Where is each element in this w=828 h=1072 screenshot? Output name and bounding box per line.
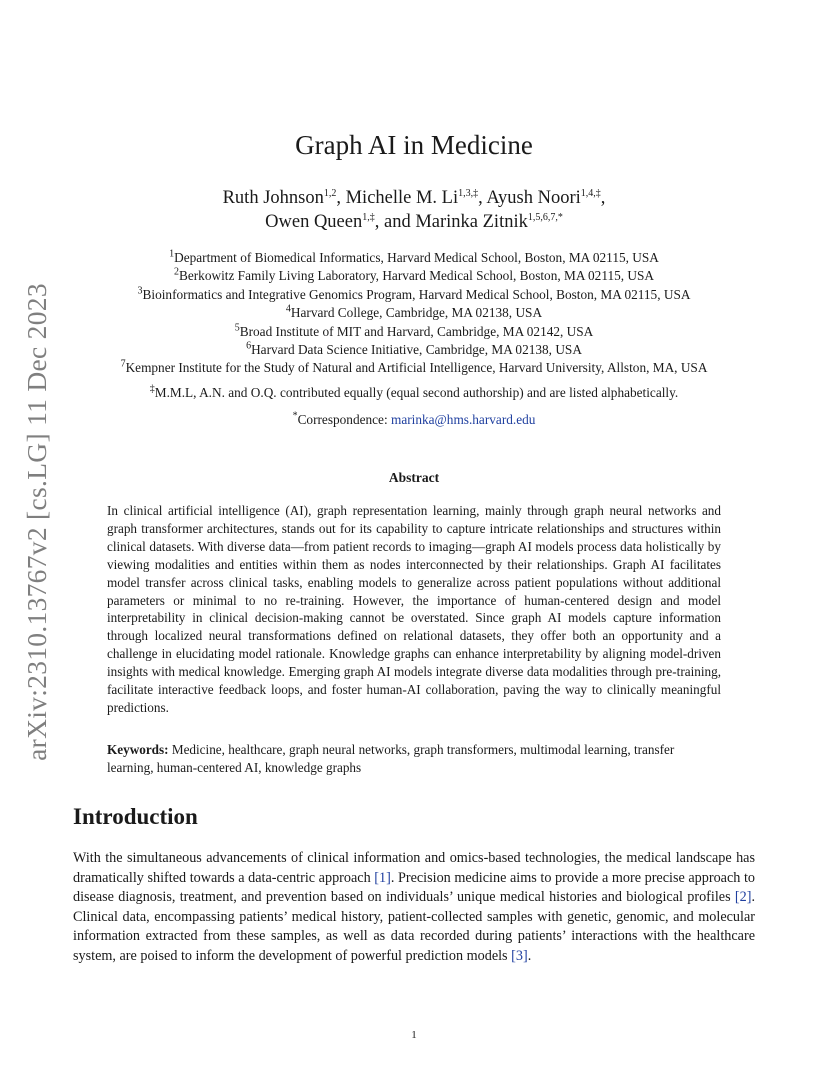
affiliation [0,341,828,359]
author-name: Ayush Noori [486,188,581,208]
correspondence-note [0,412,828,428]
affiliation-marker: 3 [137,285,143,297]
keywords-label: Keywords: [107,742,169,757]
affiliation [0,359,828,377]
double-dagger-marker: ‡ [149,383,155,395]
author-affiliation-marker: 1,3,‡ [458,187,479,199]
affiliation [0,323,828,341]
affiliation-list [0,249,828,378]
equal-contribution-text: M.M.L, A.N. and O.Q. contributed equally (equal second authorship) and are listed alphabetically. [154,385,679,400]
abstract-heading: Abstract [388,470,440,485]
author-separator: , [336,188,346,208]
author-separator: , [600,188,606,208]
affiliation-marker: 4 [285,303,291,315]
affiliation [0,267,828,285]
affiliation-text: Bioinformatics and Integrative Genomics Program, Harvard Medical School, Boston, MA 02115, USA [142,286,691,302]
intro-text: . [527,947,532,964]
citation-link[interactable]: [3] [511,947,528,964]
citation-link[interactable]: [1] [374,869,391,886]
author-line-1 [0,186,828,210]
author-affiliation-marker: 1,5,6,7,* [527,211,563,223]
affiliation-text: Harvard College, Cambridge, MA 02138, USA [290,305,543,321]
keywords-text: Medicine, healthcare, graph neural networks, graph transformers, multimodal learning, transfer learning, human-centered AI, knowledge graphs [107,742,675,775]
arxiv-stamp-text: arXiv:2310.13767v2 [cs.LG] 11 Dec 2023 [21,283,52,761]
author-name: Marinka Zitnik [415,212,528,232]
affiliation [0,286,828,304]
equal-contribution-note [0,385,828,401]
introduction-heading: Introduction [73,804,198,829]
author-name: Ruth Johnson [222,188,324,208]
citation-link[interactable]: [2] [734,889,752,906]
paper-title: Graph AI in Medicine [295,130,533,160]
author-name: Michelle M. Li [345,188,459,208]
intro-text: . Clinical data, encompassing patients’ medical history, patient-collected samples with genetic, genomic, and molecular information extracted from these samples, as well as data recorded during patients’ interactions with the healthcare system, are poised to inform the development of powerful prediction models [73,889,755,964]
keywords [107,741,721,777]
page-number: 1 [411,1029,417,1041]
affiliation-marker: 7 [120,359,126,371]
intro-text: With the simultaneous advancements of clinical information and omics-based technologies, the medical landscape has dramatically shifted towards a data-centric approach [73,850,755,886]
affiliation-text: Broad Institute of MIT and Harvard, Cambridge, MA 02142, USA [239,323,594,339]
abstract-text: In clinical artificial intelligence (AI), graph representation learning, mainly through graph neural networks and graph transformer architectures, stands out for its capability to capture intricate relationships and structures within clinical datasets. With diverse data—from patient records to imaging—graph AI models process data holistically by viewing modalities and entities within them as nodes interconnected by their relationships. Graph AI facilitates model transfer across clinical tasks, enabling models to generalize across patient populations without additional parameters or minimal to no re-training. However, the importance of human-centered design and model interpretability in clinical decision-making cannot be overstated. Since graph AI models capture information through localized neural transformations defined on relational datasets, they offer both an opportunity and a challenge in elucidating model rationale. Knowledge graphs can enhance interpretability by aligning model-driven insights with medical knowledge. Emerging graph AI models integrate diverse data modalities through pre-training, facilitate interactive feedback loops, and foster human-AI collaboration, paving the way to clinically meaningful predictions. [107,503,721,715]
author-affiliation-marker: 1,‡ [362,211,375,223]
affiliation-text: Department of Biomedical Informatics, Harvard Medical School, Boston, MA 02115, USA [174,250,659,265]
author-line-2 [0,210,828,234]
affiliation-text: Harvard Data Science Initiative, Cambridge, MA 02138, USA [251,342,582,358]
affiliation-text: Berkowitz Family Living Laboratory, Harvard Medical School, Boston, MA 02115, USA [178,268,655,284]
affiliation-marker: 1 [169,248,175,260]
asterisk-marker: * [292,410,298,422]
author-affiliation-marker: 1,4,‡ [580,187,601,199]
affiliation-marker: 6 [246,340,252,352]
author-separator: , [478,188,487,208]
correspondence-email-link[interactable]: marinka@hms.harvard.edu [390,412,536,427]
intro-text: . Precision medicine aims to provide a more precise approach to disease diagnosis, treatment, and prevention based on individuals’ unique medical histories and biological profiles [73,869,755,906]
affiliation-marker: 5 [234,322,240,334]
affiliation [0,249,828,267]
author-affiliation-marker: 1,2 [323,187,337,199]
affiliation-marker: 2 [173,266,179,278]
correspondence-label: Correspondence: [297,412,391,427]
author-name: Owen Queen [265,212,363,232]
affiliation-text: Kempner Institute for the Study of Natural and Artificial Intelligence, Harvard University, Allston, MA, USA [125,360,708,376]
affiliation [0,304,828,322]
introduction-paragraph [73,849,755,967]
author-separator: , and [374,212,416,232]
author-list [0,186,828,234]
